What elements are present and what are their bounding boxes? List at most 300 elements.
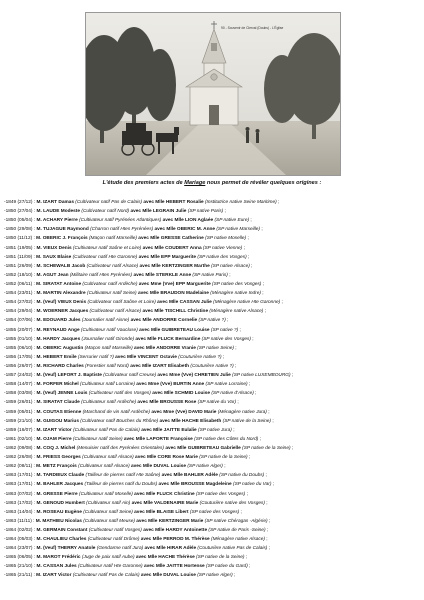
groom-name: M. HEBERT Emile [36, 354, 78, 360]
groom-name: M. CASSAN Jules [36, 564, 78, 570]
groom-details: (Juge de paix natif Aube) [81, 555, 135, 561]
groom-details: (Cultivateur natif Hte Garonne) [72, 254, 138, 260]
list-item [4, 553, 422, 562]
groom-details: (Tailleur de pierres natif Hte Saône) [85, 473, 161, 479]
entry-end: ; [246, 236, 249, 242]
bride-name: avec Mlle VINCENT Octavie [113, 354, 179, 360]
groom-name: M. SAUX Blaise [36, 254, 73, 260]
entry-end: ; [271, 482, 275, 488]
entry-end: ; [260, 291, 264, 297]
groom-name: M. (Veuf) LEFORT J. Baptiste [36, 373, 104, 379]
list-item [4, 471, 422, 480]
groom-name: M. IZART Damas [36, 200, 76, 205]
entry-date: -1850 (05/04) : [4, 218, 37, 224]
groom-name: M. MARTIN Alexandre [36, 291, 87, 297]
bride-name: avec Mlle GUIBRETEAU Louise [137, 327, 211, 333]
entry-end: ; [260, 227, 263, 233]
list-item [4, 271, 422, 280]
entry-date: -1865 (21/10) : [4, 564, 37, 570]
entry-date: -1859 (21/10) : [4, 418, 37, 424]
groom-name: M. ACHARY Pierre [36, 218, 80, 224]
groom-details: (Cultivateur natif Creuse) [103, 373, 157, 379]
groom-name: M. SIRATAT Antoine [36, 281, 83, 287]
bride-name: avec Mlle LION Aglaée [161, 218, 215, 224]
entry-date: -1854 (27/02) : [4, 300, 37, 306]
bride-name: avec Mlle LAPORTE Françoise [122, 436, 195, 442]
entry-end: ; [233, 363, 237, 369]
groom-name: M. COUTAS Etienne [36, 409, 83, 415]
bride-name: avec Mlle EPP Marguerite [137, 254, 198, 260]
entry-date: -1863 (11/11) : [4, 518, 36, 524]
entry-end: ; [225, 318, 229, 324]
entry-end: ; [238, 327, 241, 333]
list-item [4, 280, 422, 289]
bride-details: (SP native Paris) [192, 272, 228, 278]
bride-name: avec Mlle BAHLER Adèle [160, 473, 220, 479]
entry-end: ; [232, 573, 236, 579]
entry-end: ; [258, 436, 261, 442]
entry-date: -1863 (17/02) : [4, 500, 37, 506]
entry-date: -1857 (24/02) : [4, 373, 37, 379]
groom-details: (Cultivateur natif Alsace) [78, 464, 130, 470]
entry-date: -1858 (14/07) : [4, 382, 37, 388]
photo-caption: 90 - Souvenir de Clerval (Doubs) - L'Église [221, 26, 284, 30]
list-item [4, 435, 422, 444]
list-item [4, 307, 422, 316]
groom-details: (Maçon natif Marseille) [88, 236, 137, 242]
list-item [4, 571, 422, 580]
bride-name: avec Mlle HACHE Thérèse [134, 555, 197, 561]
entry-end: ; [290, 445, 294, 451]
entry-end: ; [264, 500, 268, 506]
groom-name: M. CHAULIEU Charles [36, 537, 88, 543]
intro-keyword: Mariage [184, 180, 206, 186]
bride-details: (SP native de la Seine) [222, 418, 272, 424]
groom-details: (Cultivateur natif des Vosges) [88, 391, 151, 397]
entry-date: -1856 (26/07) : [4, 363, 37, 369]
groom-details: (Cultivateur natif Pyrénées Atlantiques) [79, 218, 162, 224]
entry-date: -1850 (27/04) : [4, 209, 37, 215]
groom-name: M. VIEUX Denis [36, 245, 73, 251]
groom-name: M. GENOUD Humbert [36, 500, 87, 506]
bride-details: (SP native de la Seine) [196, 555, 245, 561]
groom-details: (Cultivateur natif Bouches du Rhône) [80, 418, 159, 424]
groom-name: M. REYNAUD Ange [36, 327, 81, 333]
groom-details: (Cultivateur natif Meuse) [83, 518, 135, 524]
bride-name: avec Mlle HEBERT Rosalie [142, 200, 205, 205]
groom-name: M. OBERIC J. François [36, 236, 89, 242]
bride-name: avec Mlle CORE Rose Marie [133, 455, 200, 461]
groom-name: M. MATHIEU Nicolas [35, 518, 84, 524]
list-item [4, 444, 422, 453]
groom-details: (Cultivateur natif Saône et Loire) [87, 300, 156, 306]
entry-date: -1863 (17/01) : [4, 482, 37, 488]
bride-name: avec Mlle LEGRAIN Julie [129, 209, 188, 215]
groom-name: M. GERMAIN Constant [36, 527, 89, 533]
bride-name: avec Mlle KERTZINGER Marie [134, 518, 205, 524]
bride-details: (SP native ?) [198, 318, 226, 324]
bride-name: avec Mme (Vve) BURTIN Anne [134, 382, 206, 388]
groom-name: M. ROSEAU Eugène [36, 509, 84, 515]
entry-date: -1855 (01/10) : [4, 336, 37, 342]
entry-end: ; [242, 245, 245, 251]
bride-details: (Ménagère native Indre) [210, 291, 261, 297]
groom-name: M. COQ J. Michel [36, 445, 77, 451]
bride-details: (SP native Paris) [187, 209, 224, 215]
groom-details: (Charron natif Htes Pyrénées) [90, 227, 154, 233]
list-item [4, 335, 422, 344]
bride-details: (SP native des Côtes du Nord) [194, 436, 259, 442]
entry-end: ; [267, 546, 271, 552]
groom-details: (Cultivateur natif Alsace) [82, 455, 134, 461]
bride-name: avec Mlle GUIBRETEAU Gabrielle [164, 445, 243, 451]
list-item [4, 207, 422, 216]
bride-name: avec Mlle COUDERT Anna [141, 245, 203, 251]
bride-name: avec Mlle BROUSSE Rose [136, 400, 198, 406]
groom-details: (Forestier natif Nord) [85, 363, 129, 369]
groom-name: M. (Veuf) JENNE Louis [36, 391, 89, 397]
groom-details: (Cultivateur natif Moselle) [79, 491, 133, 497]
list-item [4, 216, 422, 225]
entry-date: -1854 (23/01) : [4, 291, 37, 297]
bride-name: avec Mlle DUVAL Louise [129, 464, 188, 470]
bride-name: avec Mlle DUVAL Louise [139, 573, 198, 579]
groom-details: (Cultivateur natif Pas de Calais) [73, 427, 140, 433]
bride-details: (SP native Chéragas -Algérie) [204, 518, 268, 524]
bride-name: avec Mlle FLUCK Bernardine [134, 336, 202, 342]
entry-date: -1859 (05/01) : [4, 409, 37, 415]
groom-name: M. FORFER Michel [36, 382, 81, 388]
bride-name: avec Mlle BLAISE Libert [132, 509, 190, 515]
groom-details: (Cultivateur natif Vaucluse) [80, 327, 138, 333]
bride-name: avec Mlle HACHE Elisabeth [158, 418, 223, 424]
list-item [4, 344, 422, 353]
groom-name: M. GRESSE Pierre [36, 491, 79, 497]
list-item [4, 535, 422, 544]
list-item [4, 362, 422, 371]
bride-name: avec Mme (Vve) CHRETIEN Julie [156, 373, 233, 379]
entry-end: ; [231, 427, 235, 433]
list-item [4, 244, 422, 253]
entry-end: ; [236, 400, 239, 406]
entry-date: -1862 (09/08) : [4, 445, 37, 451]
entry-date: -1862 (26/08) : [4, 455, 37, 461]
bride-details: (SP native des Vosges) [212, 281, 262, 287]
bride-details: (SP native Vienne) [202, 245, 243, 251]
groom-details: (Cultivateur natif Seine) [86, 291, 137, 297]
groom-details: (Cultivateur natif Drôme) [87, 537, 140, 543]
bride-name: avec Mme (Vve) EPP Marguerite [137, 281, 213, 287]
bride-details: (SP native ?) [210, 327, 239, 333]
entry-end: ; [266, 409, 270, 415]
entry-end: ; [227, 272, 231, 278]
entry-end: ; [249, 263, 253, 269]
bride-details: (SP native des Vosges) [195, 491, 246, 497]
list-item [4, 426, 422, 435]
bride-name: avec Mlle CASSAN Julie [155, 300, 214, 306]
bride-name: avec Mlle TISCHILL Christine [141, 309, 210, 315]
entry-date: -1850 (11/12) : [4, 236, 37, 242]
bride-details: (SP native de la Seine) [199, 455, 248, 461]
groom-details: (Menuisier natif des Pyrénées Orientales) [76, 445, 164, 451]
bride-details: (Ménagère native Alsace) [209, 309, 264, 315]
list-item [4, 517, 422, 526]
groom-name: M. METZ François [36, 464, 79, 470]
entry-date: -1856 (17/05) : [4, 354, 37, 360]
entry-date: -1851 (19/05) : [4, 245, 37, 251]
bride-details: (SP native du Gard) [205, 564, 248, 570]
groom-name: M. EDOUARD Jules [36, 318, 82, 324]
bride-details: (SP native des Vosges) [201, 336, 251, 342]
groom-name: M. LAUDE Modeste [36, 209, 82, 215]
entry-date: -1854 (29/04) : [4, 309, 37, 315]
entry-end: ; [245, 491, 248, 497]
entry-end: ; [263, 309, 266, 315]
groom-name: M. RICHARD Charles [36, 363, 86, 369]
bride-details: (Couturière native ?) [190, 363, 234, 369]
entry-end: ; [265, 527, 269, 533]
groom-details: (Cultivateur natif Seine) [83, 509, 133, 515]
groom-name: M. AGUT Jean [36, 272, 70, 278]
bride-details: (SP native Lorraine) [205, 382, 248, 388]
groom-details: (Maçon natif Marseille) [84, 345, 133, 351]
groom-name: M. BAHLER Jacques [36, 482, 85, 488]
entry-end: ; [271, 418, 274, 424]
bride-details: (SP native du Var) [233, 482, 272, 488]
list-item [4, 544, 422, 553]
groom-name: M. (Veuf) THERRY Anatole [36, 546, 97, 552]
entry-end: ; [267, 518, 271, 524]
bride-name: avec Mlle ANDORRE Cornelie [129, 318, 199, 324]
groom-name: M. GUIGOU Marius [36, 418, 81, 424]
bride-details: (Couturière native des Vosges) [199, 500, 265, 506]
entry-end: ; [247, 455, 251, 461]
bride-name: avec Mlle STERKLE Anne [132, 272, 193, 278]
groom-name: M. TARDIEUX Claude [36, 473, 86, 479]
bride-details: (SP native d'Alsace) [211, 391, 254, 397]
intro-before: L'étude des premiers actes de [102, 180, 185, 186]
groom-details: (Marchand de vin natif Ardèche) [82, 409, 151, 415]
entry-date: -1855 (20/07) : [4, 327, 37, 333]
entry-end: ; [264, 473, 267, 479]
list-item [4, 316, 422, 325]
entry-date: -1859 (26/01) : [4, 400, 37, 406]
entry-end: ; [264, 537, 268, 543]
groom-name: M. IZART Victor [36, 573, 73, 579]
entry-date: -1854 (07/06) : [4, 318, 37, 324]
bride-details: (SP native Marseille) [216, 227, 260, 233]
bride-details: (Couturière native Pas de Calais) [197, 546, 268, 552]
list-item [4, 234, 422, 243]
entry-end: ; [253, 391, 257, 397]
entry-date: -1852 (18/10) : [4, 272, 37, 278]
bride-details: (SP native Alger) [197, 573, 233, 579]
bride-name: avec Mlle ANDORRE Vranie [132, 345, 198, 351]
bride-details: (Institutrice native Seine Maritime) [204, 200, 277, 205]
groom-name: M. FRIESS Georges [36, 455, 83, 461]
list-item [4, 562, 422, 571]
groom-name: M. IZART Victor [36, 427, 74, 433]
list-item [4, 526, 422, 535]
entry-date: -1851 (26/09) : [4, 263, 37, 269]
bride-name: avec Mlle IZART Elisabeth [128, 363, 191, 369]
groom-details: (Tailleur de pierres natif du Doubs) [84, 482, 158, 488]
bride-details: (Ménagère native Alsace) [210, 537, 265, 543]
entry-date: -1863 (14/04) : [4, 509, 37, 515]
groom-name: M. WOERNER Jacques [36, 309, 90, 315]
list-item [4, 398, 422, 407]
bride-name: avec Mlle HARDY Antoinette [141, 527, 209, 533]
groom-details: (Cultivateur natif Seine) [72, 436, 123, 442]
bride-name: avec Mme (Vve) DAVID Marie [150, 409, 218, 415]
entry-date: -1861 (02/10) : [4, 436, 37, 442]
list-item [4, 371, 422, 380]
list-item [4, 262, 422, 271]
list-item [4, 326, 422, 335]
bride-details: (Ménagère native Jura) [217, 409, 267, 415]
bride-details: (SP native des Vosges) [197, 254, 247, 260]
list-item [4, 225, 422, 234]
list-item [4, 353, 422, 362]
groom-name: M. MAROT Frédéric [36, 555, 82, 561]
bride-name: avec Mlle HIRAR Adèle [143, 546, 198, 552]
entry-end: ; [246, 254, 250, 260]
entry-end: ; [233, 345, 237, 351]
entry-end: ; [222, 464, 226, 470]
groom-name: M. (Veuf) VIEUX Denis [36, 300, 88, 306]
bride-details: (SP native Moselle) [205, 236, 247, 242]
bride-name: avec Mlle BRAUDON Madelaine [136, 291, 211, 297]
groom-details: (Journalier natif Aisne) [81, 318, 130, 324]
bride-name: avec Mlle PERROD M. Thérèse [139, 537, 211, 543]
entry-date: -1864 (02/02) : [4, 527, 37, 533]
list-item [4, 380, 422, 389]
bride-details: (SP native du Doubs) [219, 473, 265, 479]
entry-end: ; [239, 509, 242, 515]
entry-date: -1858 (03/08) : [4, 391, 37, 397]
groom-details: (Cultivateur natif Alsace) [86, 263, 139, 269]
intro-after: nous permet de révéler quelques origines : [205, 180, 322, 186]
bride-name: avec Mlle SCHMID Louise [150, 391, 212, 397]
entry-date: -1849 (27/12) : [4, 200, 37, 205]
groom-name: M. TUJAGUE Raymond [36, 227, 91, 233]
entry-date: -1852 (06/11) : [4, 281, 37, 287]
bride-details: (SP native Eure) [214, 218, 250, 224]
list-item [4, 480, 422, 489]
groom-name: M. OJAM Pierre [36, 436, 73, 442]
list-item [4, 408, 422, 417]
bride-details: (SP native de la Seine) [242, 445, 291, 451]
entry-end: ; [250, 336, 254, 342]
intro-sentence [0, 180, 424, 186]
groom-name: M. OBERIC Augustin [36, 345, 85, 351]
entry-date: -1859 (16/07) : [4, 427, 37, 433]
groom-details: (Cultivateur natif Ardèche) [82, 281, 138, 287]
groom-details: (Journalier natif Gironde) [81, 336, 135, 342]
entry-end: ; [261, 281, 264, 287]
marriage-list [4, 198, 422, 581]
groom-name: M. SIRATAT Claude [36, 400, 82, 406]
bride-details: (SP native Alger) [187, 464, 223, 470]
entry-end: ; [247, 382, 251, 388]
groom-details: (Cultivateur natif Vosges) [88, 527, 142, 533]
groom-details: (Cultivateur natif Ardèche) [81, 400, 137, 406]
list-item [4, 198, 422, 207]
bride-name: avec Mlle OBERIC M. Anne [153, 227, 217, 233]
entry-date: -1864 (23/07) : [4, 546, 37, 552]
entry-end: ; [280, 300, 283, 306]
groom-details: (Cultivateur natif Saône et Loire) [72, 245, 142, 251]
list-item [4, 462, 422, 471]
entry-date: -1855 (06/10) : [4, 345, 37, 351]
entry-end: ; [223, 209, 226, 215]
bride-name: avec Mlle JAITTE Hortense [142, 564, 206, 570]
bride-name: avec Mlle KERTZINGER Marthe [138, 263, 212, 269]
entry-date: -1865 (06/05) : [4, 555, 37, 561]
bride-details: (Couturière native ?) [178, 354, 222, 360]
bride-name: avec Mlle JAITTE Eulalie [139, 427, 198, 433]
bride-name: avec Mlle BROUSSE Magdeleine [157, 482, 233, 488]
entry-date: -1863 (17/01) : [4, 473, 37, 479]
entry-date: -1862 (08/11) : [4, 464, 37, 470]
list-item [4, 508, 422, 517]
groom-details: (Cultivateur natif Hte Garonne) [77, 564, 143, 570]
church-photo [85, 12, 341, 176]
groom-details: (Cultivateur natif Pas de Calais) [75, 200, 143, 205]
bride-name: avec Mlle GRESSE Catherine [136, 236, 206, 242]
list-item [4, 453, 422, 462]
list-item [4, 499, 422, 508]
entry-end: ; [247, 564, 251, 570]
groom-details: (Cultivateur natif Pas de Calais) [72, 573, 140, 579]
bride-details: (SP native Seine) [197, 345, 234, 351]
list-item [4, 389, 422, 398]
groom-details: (Cultivateur natif Nord) [81, 209, 130, 215]
groom-details: (Cultivateur natif Ain) [86, 500, 131, 506]
entry-date: -1863 (07/02) : [4, 491, 37, 497]
groom-details: (Gendarme natif Jura) [96, 546, 144, 552]
entry-date: -1851 (11/09) : [4, 254, 37, 260]
bride-details: (SP native Jura) [197, 427, 232, 433]
bride-details: (SP native Alsace) [211, 263, 250, 269]
entry-end: ; [276, 200, 280, 205]
groom-details: (Cultivateur natif Alsace) [89, 309, 142, 315]
groom-name: M. HARDY Jacques [36, 336, 82, 342]
list-item [4, 298, 422, 307]
groom-name: M. SCHEWALB Jacob [36, 263, 87, 269]
bride-details: (SP native LUXEMBOURG) [232, 373, 291, 379]
bride-details: (SP native des Vosges) [189, 509, 240, 515]
bride-name: avec Mlle VALDENAIRE Marie [130, 500, 200, 506]
entry-end: ; [290, 373, 294, 379]
entry-end: ; [221, 354, 225, 360]
bride-details: (Ménagère native Hte Garonne) [213, 300, 281, 306]
groom-details: (Militaire natif Htes Pyrénées) [69, 272, 133, 278]
entry-date: -1864 (05/03) : [4, 537, 37, 543]
entry-end: ; [249, 218, 252, 224]
entry-date: -1865 (21/11) : [4, 573, 37, 579]
groom-details: (Cultivateur natif Lorraine) [80, 382, 135, 388]
church-photo-illustration [86, 13, 340, 175]
entry-date: -1850 (29/08) : [4, 227, 37, 233]
groom-details: (Serrurier natif ?) [77, 354, 114, 360]
list-item [4, 417, 422, 426]
list-item [4, 289, 422, 298]
bride-details: (SP native de Paris -Seine) [208, 527, 266, 533]
bride-name: avec Mlle FLUCK Christine [132, 491, 196, 497]
list-item [4, 253, 422, 262]
entry-end: ; [244, 555, 248, 561]
